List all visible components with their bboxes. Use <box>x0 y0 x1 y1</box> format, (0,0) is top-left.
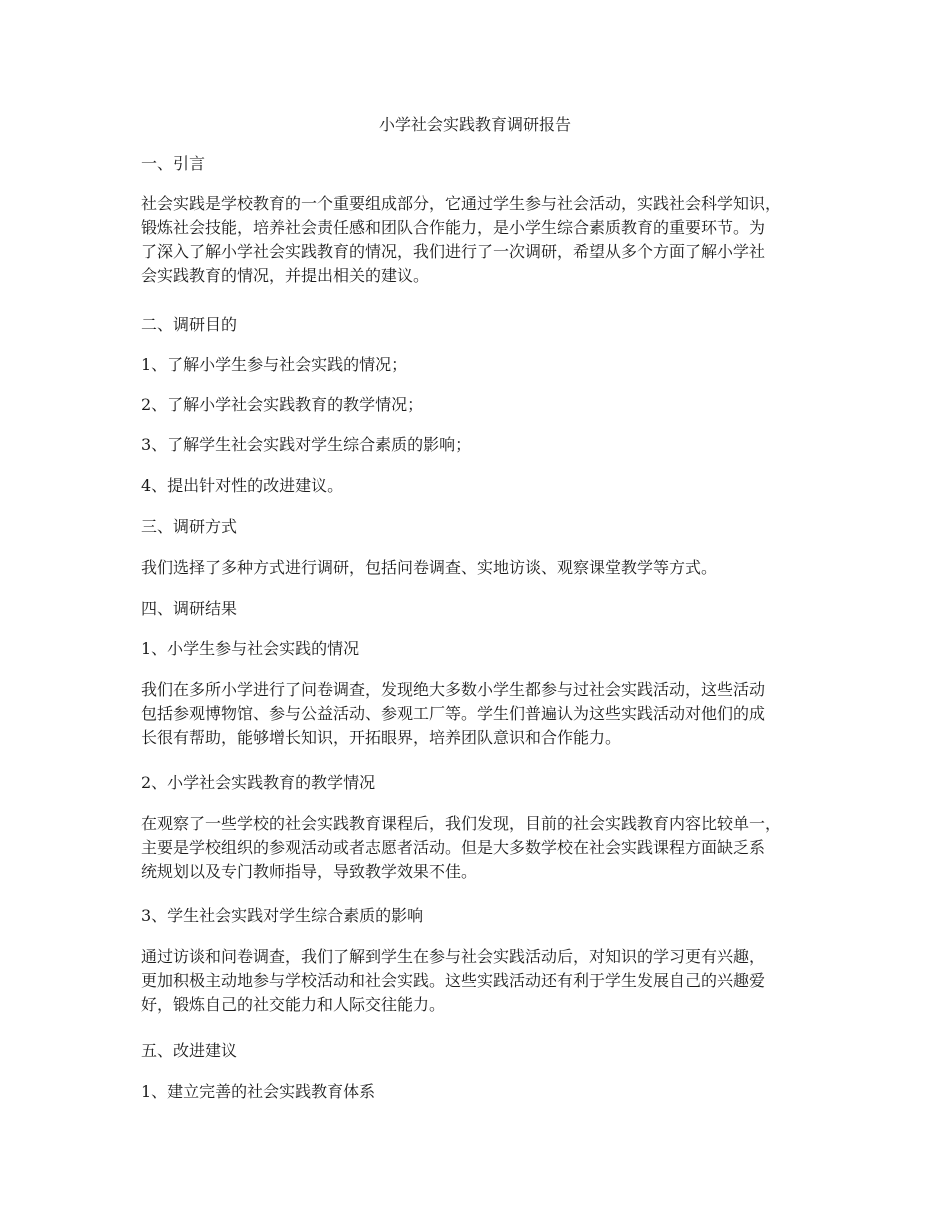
paragraph-result-2 <box>141 812 831 884</box>
text-line: 2、了解小学社会实践教育的教学情况； <box>141 395 424 414</box>
text-line: 主要是学校组织的参观活动或者志愿者活动。但是大多数学校在社会实践课程方面缺乏系 <box>141 838 766 857</box>
list-item-purpose-4 <box>141 474 831 498</box>
text-line: 1、了解小学生参与社会实践的情况； <box>141 355 408 374</box>
text-line: 2、小学社会实践教育的教学情况 <box>141 773 376 792</box>
list-item-purpose-1 <box>141 353 831 377</box>
text-line: 五、改进建议 <box>141 1041 238 1060</box>
text-line: 四、调研结果 <box>141 599 238 618</box>
text-line: 统规划以及专门教师指导，导致教学效果不佳。 <box>141 862 478 881</box>
text-line: 锻炼社会技能，培养社会责任感和团队合作能力，是小学生综合素质教育的重要环节。为 <box>141 218 766 237</box>
section-heading-suggestions <box>141 1039 831 1063</box>
text-line: 好，锻炼自己的社交能力和人际交往能力。 <box>141 995 446 1014</box>
subheading-suggestion-1 <box>141 1080 831 1104</box>
subheading-result-3 <box>141 904 831 928</box>
list-item-purpose-3 <box>141 433 831 457</box>
paragraph-result-3 <box>141 945 831 1017</box>
text-line: 4、提出针对性的改进建议。 <box>141 476 344 495</box>
paragraph-method <box>141 556 831 580</box>
text-line: 三、调研方式 <box>141 517 238 536</box>
text-line: 更加积极主动地参与学校活动和社会实践。这些实践活动还有利于学生发展自己的兴趣爱 <box>141 971 766 990</box>
section-heading-introduction <box>141 152 831 176</box>
text-line: 会实践教育的情况，并提出相关的建议。 <box>141 266 430 285</box>
section-heading-purpose <box>141 313 831 337</box>
text-line: 在观察了一些学校的社会实践教育课程后，我们发现，目前的社会实践教育内容比较单一， <box>141 814 782 833</box>
document-title: 小学社会实践教育调研报告 <box>378 115 571 134</box>
subheading-result-1 <box>141 637 831 661</box>
subheading-result-2 <box>141 771 831 795</box>
paragraph-result-1 <box>141 678 831 750</box>
paragraph-introduction <box>141 192 831 288</box>
text-line: 3、学生社会实践对学生综合素质的影响 <box>141 906 424 925</box>
text-line: 1、小学生参与社会实践的情况 <box>141 639 360 658</box>
text-line: 3、了解学生社会实践对学生综合素质的影响； <box>141 435 472 454</box>
text-line: 了深入了解小学社会实践教育的情况，我们进行了一次调研，希望从多个方面了解小学社 <box>141 242 766 261</box>
text-line: 1、建立完善的社会实践教育体系 <box>141 1082 376 1101</box>
text-line: 社会实践是学校教育的一个重要组成部分，它通过学生参与社会活动，实践社会科学知识， <box>141 194 782 213</box>
text-line: 二、调研目的 <box>141 315 238 334</box>
text-line: 包括参观博物馆、参与公益活动、参观工厂等。学生们普遍认为这些实践活动对他们的成 <box>141 704 766 723</box>
text-line: 长很有帮助，能够增长知识，开拓眼界，培养团队意识和合作能力。 <box>141 728 622 747</box>
text-line: 通过访谈和问卷调查，我们了解到学生在参与社会实践活动后，对知识的学习更有兴趣， <box>141 947 766 966</box>
section-heading-results <box>141 597 831 621</box>
text-line: 一、引言 <box>141 154 206 173</box>
text-line: 我们在多所小学进行了问卷调查，发现绝大多数小学生都参与过社会实践活动，这些活动 <box>141 680 766 699</box>
section-heading-method <box>141 515 831 539</box>
text-line: 我们选择了多种方式进行调研，包括问卷调查、实地访谈、观察课堂教学等方式。 <box>141 558 718 577</box>
list-item-purpose-2 <box>141 393 831 417</box>
